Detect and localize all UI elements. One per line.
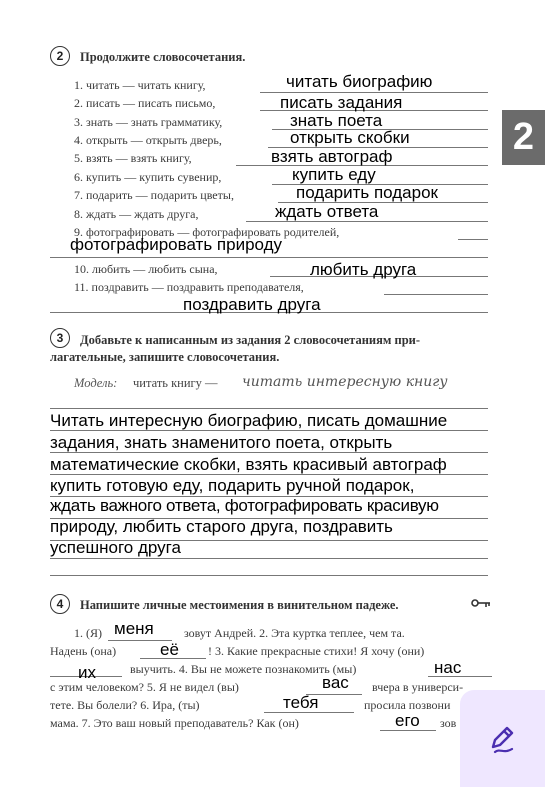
key-icon [471,596,491,614]
task3-answer-line-6: природу, любить старого друга, поздравить [50,517,393,536]
task2-item-8: 8. ждать — ждать друга, [74,207,199,221]
task3-answer-line-7: успешного друга [50,538,181,557]
task4-text-6: с этим человеком? 5. Я не видел (вы) [50,680,239,694]
task2-answer-4: открыть скобки [290,128,410,147]
task2-number: 2 [50,46,70,66]
task4-number: 4 [50,594,70,614]
task4-text-7: вчера в универси- [372,680,464,694]
model-label: Модель: [74,376,118,390]
task4-answer-4: нас [434,658,462,677]
task2-answer-7: подарить подарок [296,183,438,202]
task4-text-10: мама. 7. Это ваш новый преподаватель? Как (он) [50,716,299,730]
task4-answer-5: вас [322,673,349,692]
answer-line [50,408,488,409]
task4-answer-1: меня [114,619,154,638]
task3-title-line1: Добавьте к написанным из задания 2 словосочетаниям при- [80,333,421,347]
task4-title: Напишите личные местоимения в винительном падеже. [80,598,399,612]
task2-item-10: 10. любить — любить сына, [74,262,218,276]
answer-line [50,558,488,559]
task4-text-11: зов [440,716,457,730]
task2-item-3: 3. знать — знать грамматику, [74,115,223,129]
task2-item-7: 7. подарить — подарить цветы, [74,188,234,202]
task2-item-9: 9. фотографировать — фотографировать родителей, [74,225,340,239]
task4-answer-7: его [395,711,420,730]
task2-item-6: 6. купить — купить сувенир, [74,170,222,184]
task4-text-1: 1. (Я) [74,626,102,640]
task4-text-3: Надень (она) [50,644,117,658]
task2-title: Продолжите словосочетания. [80,50,246,64]
task2-item-2: 2. писать — писать письмо, [74,96,216,110]
answer-line [384,294,488,295]
task3-answer-line-1: Читать интересную биографию, писать домашние [50,411,448,430]
task2-answer-5: взять автограф [271,147,393,166]
task3-answer-line-4: купить готовую еду, подарить ручной подарок, [50,476,415,495]
answer-line [264,712,354,713]
task2-answer-10: любить друга [310,260,417,279]
task4-text-4: ! 3. Какие прекрасные стихи! Я хочу (они) [208,644,425,658]
task2-answer-3: знать поета [290,111,383,130]
task3-title-line2: лагательные, запишите словосочетания. [50,350,280,364]
task2-answer-6: купить еду [292,165,376,184]
edit-button[interactable] [460,690,545,787]
answer-line [50,575,488,576]
task2-item-4: 4. открыть — открыть дверь, [74,133,222,147]
task2-item-11: 11. поздравить — поздравить преподавателя, [74,280,304,294]
task3-answer-line-3: математические скобки, взять красивый автограф [50,455,447,474]
chapter-tab: 2 [502,110,545,165]
task2-answer-1: читать биографию [286,72,433,91]
task3-answer-line-2: задания, знать знаменитого поета, открыть [50,433,393,452]
task2-item-5: 5. взять — взять книгу, [74,151,192,165]
model-printed: читать книгу — [133,376,218,390]
task4-answer-6: тебя [283,693,319,712]
model-handwritten: читать интересную книгу [242,374,448,390]
task2-item-1: 1. читать — читать книгу, [74,78,206,92]
task2-answer-11: поздравить друга [183,295,321,314]
edit-pencil-icon [486,722,518,754]
answer-line [380,730,436,731]
task2-answer-8: ждать ответа [275,202,379,221]
task4-answer-2: её [160,640,179,659]
task4-text-2: зовут Андрей. 2. Эта куртка теплее, чем та. [184,626,405,640]
task4-answer-3: их [78,663,96,682]
task3-number: 3 [50,328,70,348]
task4-text-5: выучить. 4. Вы не можете познакомить (мы) [130,662,357,676]
answer-line [246,221,488,222]
answer-line [458,239,488,240]
task3-answer-line-5: ждать важного ответа, фотографировать красивую [50,496,439,515]
task4-text-9: просила позвони [364,698,451,712]
task2-answer-9: фотографировать природу [70,235,283,254]
answer-line [50,257,488,258]
task4-text-8: тете. Вы болели? 6. Ира, (ты) [50,698,200,712]
task2-answer-2: писать задания [280,93,403,112]
